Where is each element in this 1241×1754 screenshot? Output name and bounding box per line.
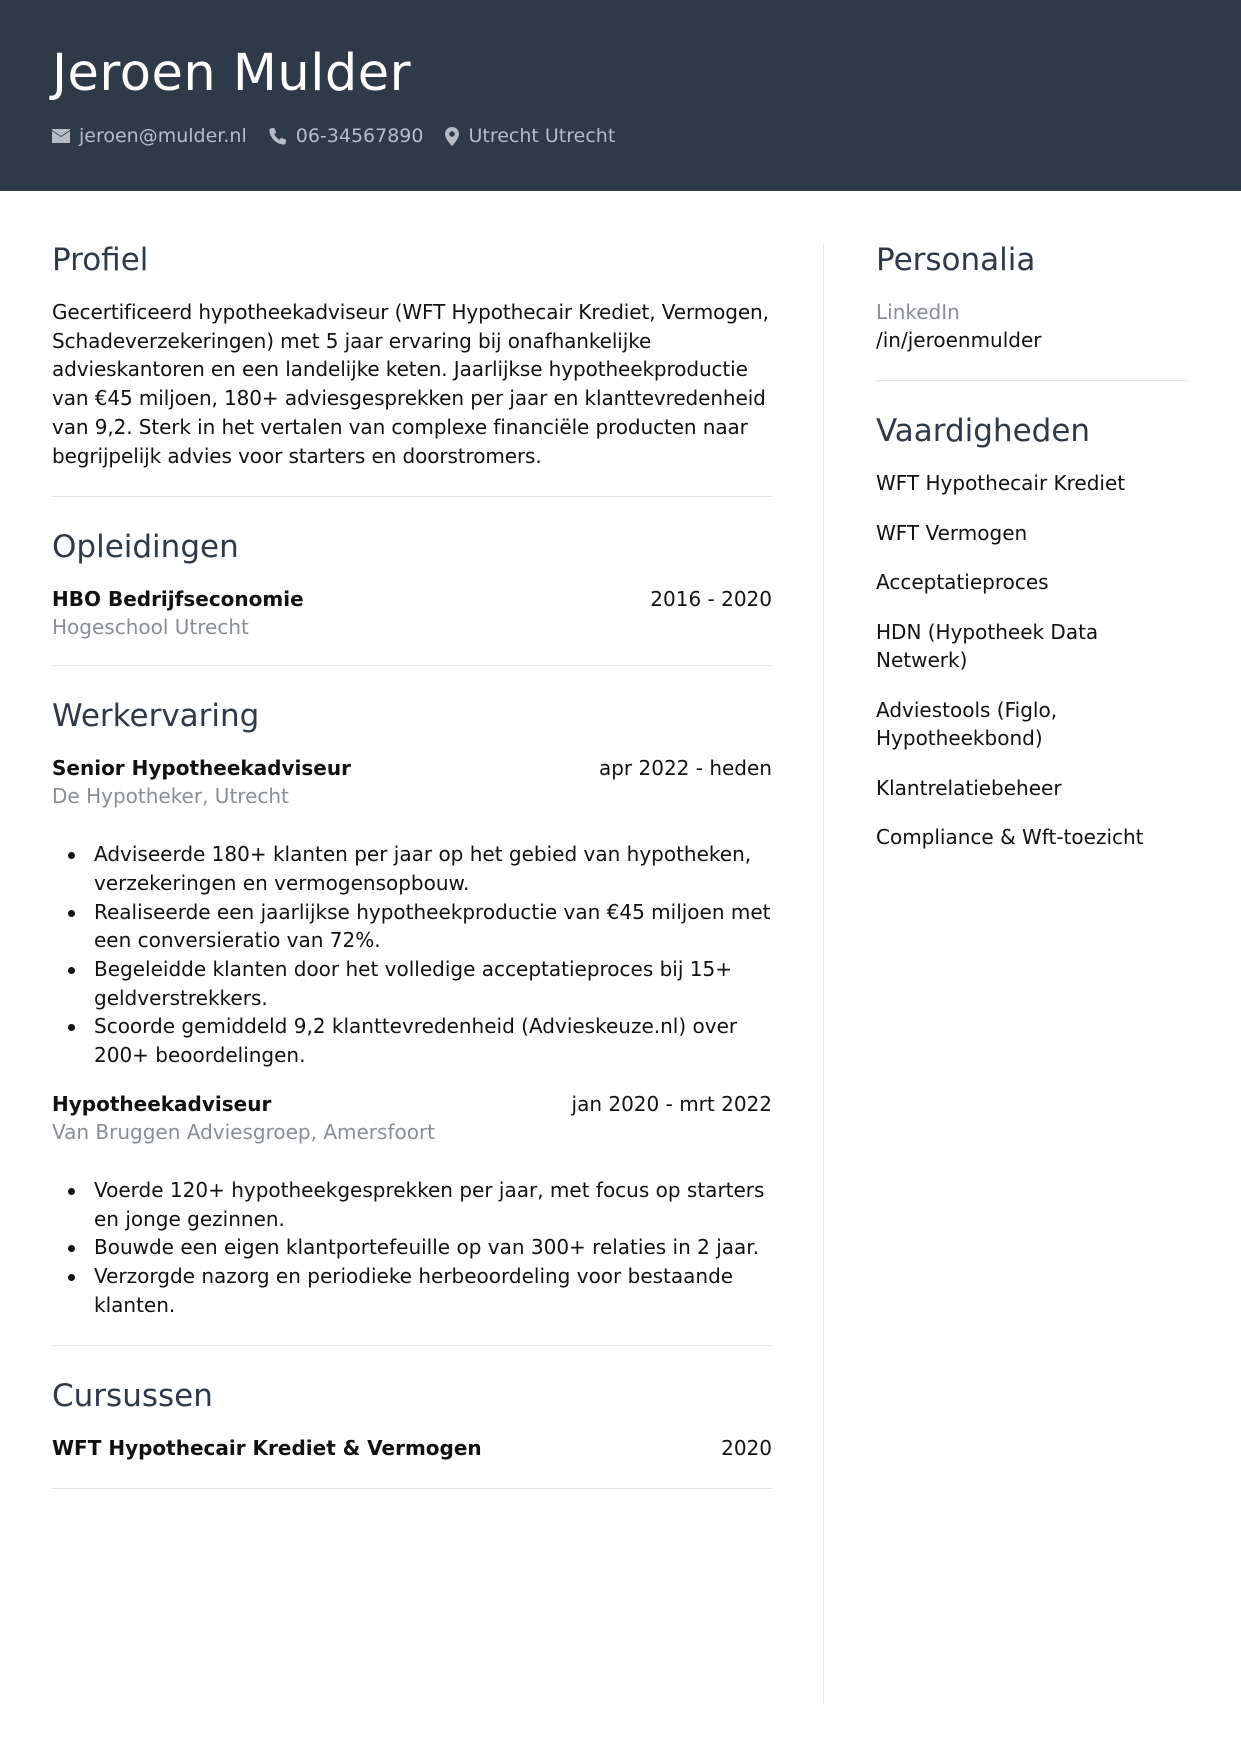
job-role: Senior Hypotheekadviseur <box>52 756 351 781</box>
job-dates: jan 2020 - mrt 2022 <box>571 1091 772 1116</box>
section-divider <box>52 1345 772 1346</box>
section-divider <box>52 496 772 497</box>
skill-item: Klantrelatiebeheer <box>876 775 1062 800</box>
profile-summary: Gecertificeerd hypotheekadviseur (WFT Hypothecair Krediet, Vermogen, Schadeverzekeringen) met 5 jaar ervaring bij onafhankelijke advieskantoren en een landelijke keten. Jaarlijkse hypotheekproductie van €45 miljoen, 180+ adviesgesprekken per jaar en klanttevredenheid van 9,2. Sterk in het vertalen van complexe financiële producten naar begrijpelijk advies voor starters en doorstromers. <box>52 300 769 468</box>
list-item: Scoorde gemiddeld 9,2 klanttevredenheid (Advieskeuze.nl) over 200+ beoordelingen. <box>52 1012 772 1069</box>
job-company: De Hypotheker, Utrecht <box>52 784 289 809</box>
section-title-skills: Vaardigheden <box>876 413 1091 449</box>
skills-section <box>876 411 1189 852</box>
education-school: Hogeschool Utrecht <box>52 615 249 640</box>
list-item: Begeleidde klanten door het volledige acceptatieproces bij 15+ geldverstrekkers. <box>52 955 772 1012</box>
contact-location <box>445 125 615 147</box>
section-title-experience: Werkervaring <box>52 698 260 735</box>
experience-entry-head <box>52 1090 772 1118</box>
section-title-education: Opleidingen <box>52 529 239 566</box>
email-text: jeroen@mulder.nl <box>79 125 247 147</box>
section-divider <box>52 665 772 666</box>
job-company: Van Bruggen Adviesgroep, Amersfoort <box>52 1119 436 1144</box>
job-achievements <box>52 1176 772 1320</box>
course-year: 2020 <box>721 1436 772 1461</box>
contact-email[interactable] <box>52 125 247 147</box>
list-item: Voerde 120+ hypotheekgesprekken per jaar, met focus op starters en jonge gezinnen. <box>52 1176 772 1233</box>
profile-section <box>52 240 772 497</box>
column-divider <box>823 244 824 1704</box>
skills-list <box>876 469 1189 852</box>
job-achievements <box>52 840 772 1070</box>
education-section <box>52 527 772 666</box>
location-text: Utrecht Utrecht <box>468 125 616 147</box>
contact-row <box>52 122 637 150</box>
contact-phone[interactable] <box>269 125 424 147</box>
course-entry <box>52 1434 772 1462</box>
skill-item: HDN (Hypotheek Data Netwerk) <box>876 619 1099 672</box>
course-name: WFT Hypothecair Krediet & Vermogen <box>52 1436 482 1461</box>
section-divider <box>52 1488 772 1489</box>
section-divider <box>876 380 1189 381</box>
courses-section <box>52 1376 772 1489</box>
section-title-personal: Personalia <box>876 242 1036 278</box>
job-role: Hypotheekadviseur <box>52 1091 272 1116</box>
phone-icon <box>269 127 287 145</box>
education-entry <box>52 585 772 641</box>
list-item: Adviseerde 180+ klanten per jaar op het gebied van hypotheken, verzekeringen en vermogensopbouw. <box>52 840 772 897</box>
resume-header <box>0 0 1241 191</box>
experience-entry <box>52 1090 772 1320</box>
map-pin-icon <box>445 127 459 146</box>
side-column <box>876 240 1189 873</box>
linkedin-label: LinkedIn <box>876 300 960 324</box>
skill-item: WFT Vermogen <box>876 520 1028 545</box>
list-item: Realiseerde een jaarlijkse hypotheekproductie van €45 miljoen met een conversieratio van 72%. <box>52 898 772 955</box>
skill-item: WFT Hypothecair Krediet <box>876 471 1126 495</box>
education-dates: 2016 - 2020 <box>650 587 772 612</box>
candidate-name: Jeroen Mulder <box>52 44 412 103</box>
personal-section <box>876 240 1189 381</box>
envelope-icon <box>52 129 70 143</box>
list-item: Bouwde een eigen klantportefeuille op van 300+ relaties in 2 jaar. <box>52 1233 772 1262</box>
experience-entry-head <box>52 754 772 782</box>
education-degree: HBO Bedrijfseconomie <box>52 587 304 612</box>
linkedin-link[interactable]: /in/jeroenmulder <box>876 328 1042 352</box>
section-title-courses: Cursussen <box>52 1378 213 1415</box>
section-title-profile: Profiel <box>52 242 149 278</box>
skill-item: Adviestools (Figlo, Hypotheekbond) <box>876 697 1058 750</box>
skill-item: Compliance & Wft-toezicht <box>876 825 1144 849</box>
experience-entry <box>52 754 772 1070</box>
education-entry-head <box>52 585 772 613</box>
phone-text: 06-34567890 <box>295 125 424 147</box>
list-item: Verzorgde nazorg en periodieke herbeoordeling voor bestaande klanten. <box>52 1262 772 1319</box>
skill-item: Acceptatieproces <box>876 570 1049 594</box>
experience-section <box>52 696 772 1346</box>
job-dates: apr 2022 - heden <box>598 756 772 781</box>
main-column <box>52 240 772 1489</box>
